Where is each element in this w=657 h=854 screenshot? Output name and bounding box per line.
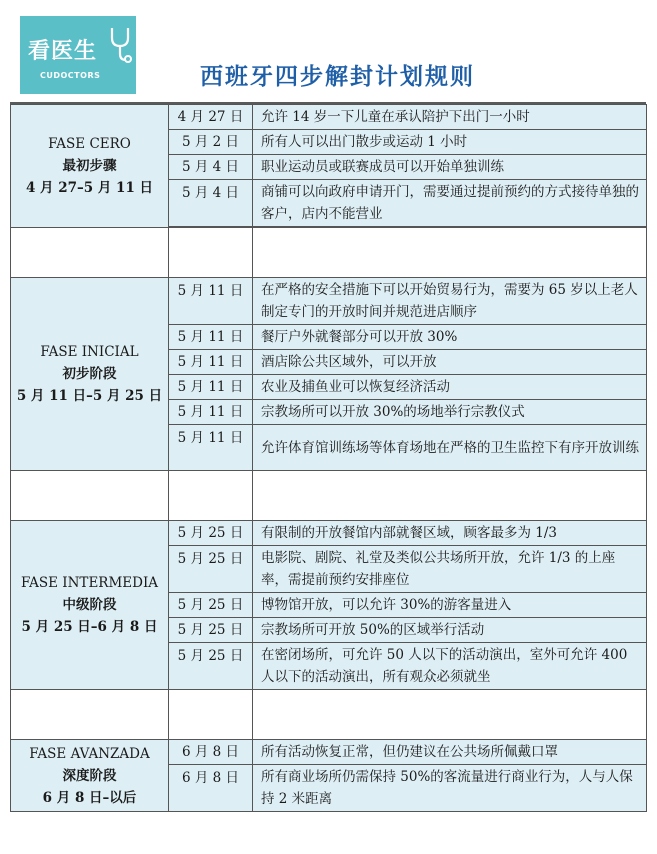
phase-name: FASE AVANZADA — [29, 745, 150, 762]
description-cell: 电影院、剧院、礼堂及类似公共场所开放，允许 1/3 的上座率，需提前预约安排座位 — [253, 546, 647, 593]
date-cell: 5 月 25 日 — [169, 618, 253, 643]
description-cell: 允许 14 岁一下儿童在承认陪护下出门一小时 — [253, 105, 647, 130]
spacer-row — [11, 690, 647, 740]
spacer-row — [11, 228, 647, 278]
description-cell: 在密闭场所，可允许 50 人以下的活动演出，室外可允许 400 人以下的活动演出，所有观众必须就坐 — [253, 643, 647, 690]
description-cell: 在严格的安全措施下可以开始贸易行为，需要为 65 岁以上老人制定专门的开放时间并规范进店顺序 — [253, 278, 647, 325]
phase-name: FASE INTERMEDIA — [20, 575, 159, 591]
phase-name: FASE CERO — [48, 136, 131, 152]
date-cell: 5 月 4 日 — [169, 180, 253, 227]
reopening-plan-table — [10, 104, 647, 812]
date-cell: 5 月 2 日 — [169, 130, 253, 155]
logo-text: 看医生 — [28, 39, 98, 64]
date-cell: 4 月 27 日 — [169, 105, 253, 130]
date-cell: 5 月 11 日 — [169, 278, 253, 325]
date-cell: 5 月 25 日 — [169, 593, 253, 618]
cudoctors-logo — [20, 16, 136, 94]
phase-period: 4 月 27–5 月 11 日 — [25, 180, 154, 196]
description-cell: 所有商业场所仍需保持 50%的客流量进行商业行为，人与人保持 2 米距离 — [253, 765, 647, 812]
description-cell: 所有人可以出门散步或运动 1 小时 — [253, 130, 647, 155]
date-cell: 6 月 8 日 — [169, 740, 253, 765]
description-cell: 职业运动员或联赛成员可以开始单独训练 — [253, 155, 647, 180]
phase-period: 6 月 8 日–以后 — [42, 789, 137, 806]
description-cell: 有限制的开放餐馆内部就餐区域，顾客最多为 1/3 — [253, 521, 647, 546]
date-cell: 5 月 25 日 — [169, 546, 253, 593]
date-cell: 5 月 11 日 — [169, 325, 253, 350]
date-cell: 5 月 4 日 — [169, 155, 253, 180]
table-row — [11, 521, 647, 546]
page-title: 西班牙四步解封计划规则 — [200, 64, 475, 90]
date-cell: 6 月 8 日 — [169, 765, 253, 812]
date-cell: 5 月 11 日 — [169, 375, 253, 400]
description-cell: 商铺可以向政府申请开门，需要通过提前预约的方式接待单独的客户，店内不能营业 — [253, 180, 647, 227]
date-cell: 5 月 11 日 — [169, 350, 253, 375]
table-row — [11, 278, 647, 325]
date-cell: 5 月 25 日 — [169, 643, 253, 690]
phase-period: 5 月 25 日–6 月 8 日 — [21, 619, 158, 635]
description-cell: 所有活动恢复正常，但仍建议在公共场所佩戴口罩 — [253, 740, 647, 765]
logo-subtext: CUDOCTORS — [40, 71, 101, 80]
phase-subtitle: 初步阶段 — [62, 366, 117, 382]
description-cell: 允许体育馆训练场等体育场地在严格的卫生监控下有序开放训练 — [253, 425, 647, 471]
phase-subtitle: 深度阶段 — [62, 767, 117, 784]
description-cell: 宗教场所可以开放 30%的场地举行宗教仪式 — [253, 400, 647, 425]
phase-cell — [11, 105, 169, 228]
date-cell: 5 月 25 日 — [169, 521, 253, 546]
phase-subtitle: 中级阶段 — [62, 597, 117, 613]
spacer-row — [11, 471, 647, 521]
phase-cell — [11, 278, 169, 471]
phase-cell — [11, 740, 169, 812]
phase-subtitle: 最初步骤 — [62, 158, 117, 174]
description-cell: 酒店除公共区域外，可以开放 — [253, 350, 647, 375]
description-cell: 博物馆开放，可以允许 30%的游客量进入 — [253, 593, 647, 618]
phase-name: FASE INICIAL — [40, 344, 139, 360]
table-row — [11, 105, 647, 130]
description-cell: 宗教场所可开放 50%的区域举行活动 — [253, 618, 647, 643]
phase-cell — [11, 521, 169, 690]
stethoscope-icon — [106, 24, 134, 64]
document-header — [10, 10, 646, 103]
date-cell: 5 月 11 日 — [169, 425, 253, 471]
description-cell: 餐厅户外就餐部分可以开放 30% — [253, 325, 647, 350]
table-row — [11, 740, 647, 765]
date-cell: 5 月 11 日 — [169, 400, 253, 425]
description-cell: 农业及捕鱼业可以恢复经济活动 — [253, 375, 647, 400]
phase-period: 5 月 11 日–5 月 25 日 — [16, 388, 163, 404]
